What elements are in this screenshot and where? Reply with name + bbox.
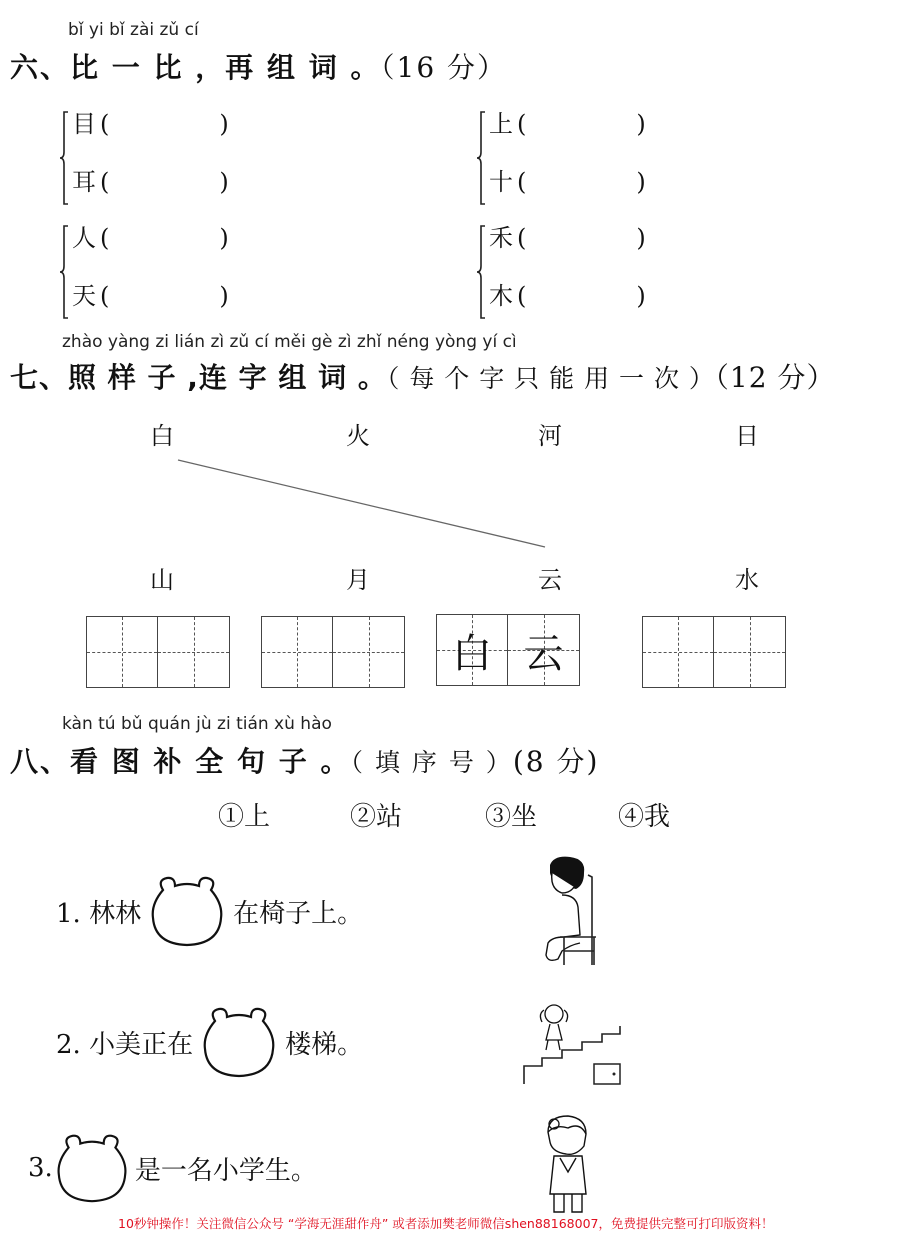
bottom-char-2[interactable]: 月 xyxy=(346,566,370,594)
boy-sitting-on-chair-icon xyxy=(540,855,610,967)
section8-heading xyxy=(10,740,599,780)
bear-answer-box-icon[interactable] xyxy=(53,1130,131,1206)
option-4: ④我 xyxy=(618,802,671,832)
sentence-suffix: 在椅子上。 xyxy=(233,898,364,929)
bottom-char-3[interactable]: 云 xyxy=(538,566,562,594)
sentence-suffix: 楼梯。 xyxy=(285,1029,364,1060)
pair-char: 人 xyxy=(72,224,96,252)
bear-answer-box-icon[interactable] xyxy=(147,874,227,948)
compare-pair-2: 上 ( ) 十 ( ) xyxy=(475,102,675,217)
compare-pair-1: 目 ( ) 耳 ( ) xyxy=(58,102,258,217)
sentence-prefix: 2. 小美正在 xyxy=(56,1029,194,1060)
sentence-3 xyxy=(28,1130,317,1206)
section8-note: （ 填 序 号 ） xyxy=(350,748,513,777)
writing-grid-4[interactable] xyxy=(642,616,786,688)
footer-promo-text: 10秒钟操作！关注微信公众号 “学海无涯甜作舟” 或者添加樊老师微信shen88168007，免费提供完整可打印版资料！ xyxy=(118,1216,774,1231)
section7-number: 七、 xyxy=(10,361,69,394)
writing-grid-3-example xyxy=(436,614,580,686)
top-char-1[interactable]: 白 xyxy=(150,422,174,450)
section8-number: 八、 xyxy=(10,745,71,778)
sentence-prefix: 3. xyxy=(28,1153,53,1183)
sentence-suffix: 是一名小学生。 xyxy=(134,1155,317,1186)
top-char-2[interactable]: 火 xyxy=(346,422,370,450)
section8-score: (8 分) xyxy=(512,745,600,778)
pair-char: 十 xyxy=(489,168,513,196)
example-char-yun: 云 xyxy=(523,630,564,677)
girl-climbing-stairs-icon xyxy=(520,1000,624,1086)
option-1: ①上 xyxy=(218,802,271,832)
compare-pair-4: 禾 ( ) 木 ( ) xyxy=(475,216,675,331)
section7-score: （12 分） xyxy=(714,361,836,394)
section7-pinyin: zhào yàng zi lián zì zǔ cí měi gè zì zhǐ néng yòng yí cì xyxy=(62,332,517,352)
pair-char: 禾 xyxy=(489,224,513,252)
pair-char: 耳 xyxy=(72,168,96,196)
sentence-2 xyxy=(56,1005,363,1079)
section7-note: （ 每 个 字 只 能 用 一 次 ） xyxy=(386,364,715,393)
section6-number: 六、 xyxy=(10,51,71,84)
writing-grid-1[interactable] xyxy=(86,616,230,688)
bottom-char-1[interactable]: 山 xyxy=(150,566,174,594)
student-saluting-icon xyxy=(530,1112,610,1222)
compare-pair-3: 人 ( ) 天 ( ) xyxy=(58,216,258,331)
bear-answer-box-icon[interactable] xyxy=(199,1005,279,1079)
section6-title: 比 一 比 ，再 组 词 。 xyxy=(70,51,381,84)
pair-char: 目 xyxy=(72,110,96,138)
example-char-bai: 白 xyxy=(452,630,492,677)
top-char-3[interactable]: 河 xyxy=(538,422,562,450)
pair-char: 天 xyxy=(72,282,96,310)
pair-char: 上 xyxy=(489,110,513,138)
sentence-prefix: 1. 林林 xyxy=(56,898,142,929)
section8-title: 看 图 补 全 句 子 。 xyxy=(70,745,351,778)
bottom-char-4[interactable]: 水 xyxy=(735,566,759,594)
section6-score: （16 分） xyxy=(380,51,508,84)
section7-title: 照 样 子 ,连 字 组 词 。 xyxy=(68,361,387,394)
section6-pinyin: bǐ yi bǐ zài zǔ cí xyxy=(68,20,199,40)
option-3: ③坐 xyxy=(485,802,538,832)
writing-grid-2[interactable] xyxy=(261,616,405,688)
sentence-1 xyxy=(56,874,363,948)
top-char-4[interactable]: 日 xyxy=(735,422,759,450)
option-2: ②站 xyxy=(350,802,403,832)
section8-pinyin: kàn tú bǔ quán jù zi tián xù hào xyxy=(62,714,332,734)
pair-char: 木 xyxy=(489,282,513,310)
